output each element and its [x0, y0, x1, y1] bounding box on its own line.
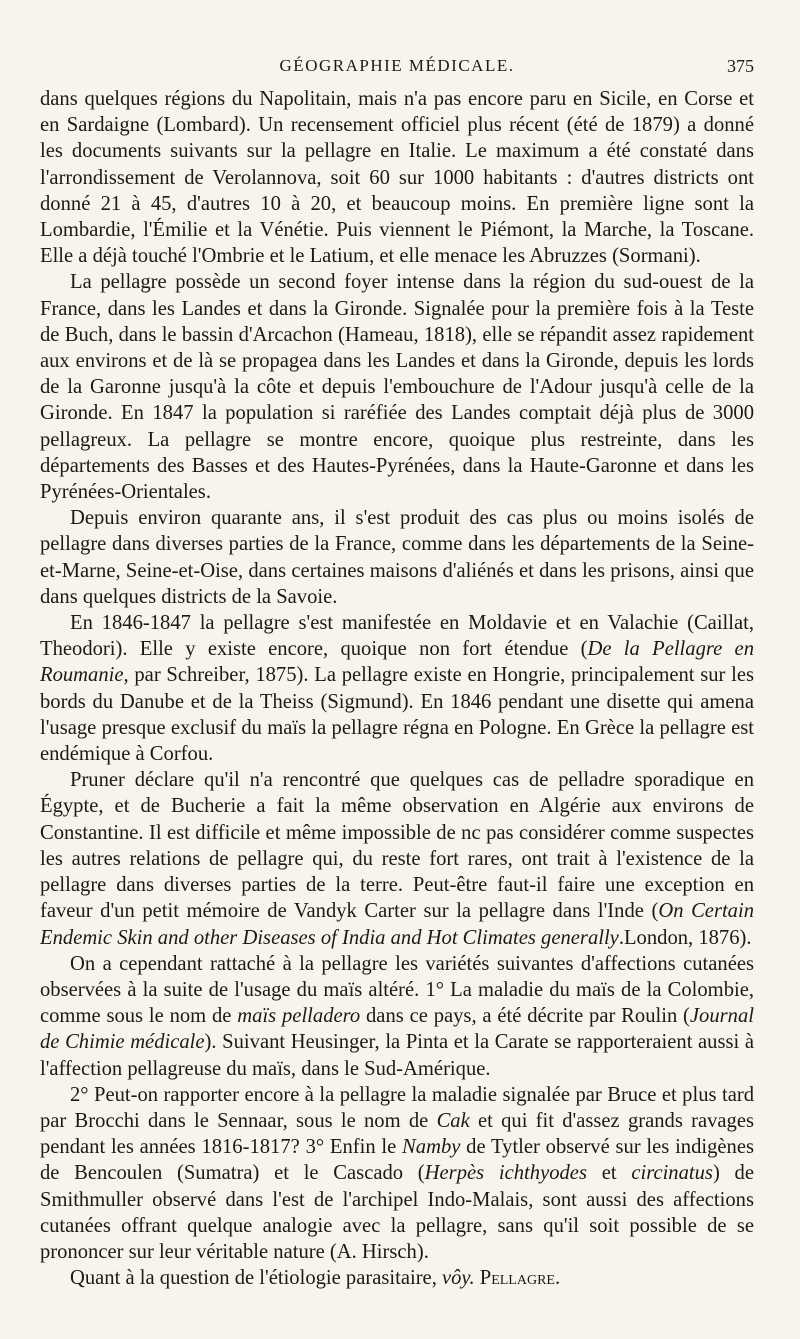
italic-term: maïs pelladero	[237, 1005, 361, 1028]
italic-term: circinatus	[631, 1162, 713, 1185]
paragraph-france-southwest: La pellagre possède un second foyer intense dans la région du sud-ouest de la France, dans les Landes et dans la Gironde. Signalée pour la première fois à la Teste de Buch, dans le bassin d'Arcachon (Hameau, 1818), elle se répandit assez rapidement aux environs et de là se propagea dans les Landes et dans la Gironde, depuis les lords de la Garonne jusqu'à la côte et depuis l'embouchure de l'Adour jusqu'à celle de la Gironde. En 1847 la population si raréfiée des Landes comptait déjà plus de 3000 pellagreux. La pellagre se montre encore, quoique plus restreinte, dans les départements des Basses et des Hautes-Pyrénées, dans la Haute-Garonne et dans les Pyrénées-Orientales.	[40, 271, 754, 504]
text-span: .London, 1876).	[618, 926, 752, 949]
italic-term: vôy.	[442, 1267, 475, 1290]
paragraph-eastern-europe	[40, 610, 754, 767]
paragraph-italy: dans quelques régions du Napolitain, mais n'a pas encore paru en Sicile, en Corse et en Sardaigne (Lombard). Un recensement officiel plus récent (été de 1879) a donné les documents suivants sur la pellagre en Italie. Le maximum a été constaté dans l'arrondissement de Verolannova, soit 60 sur 1000 habitants : d'autres districts ont donné 21 à 45, d'autres 10 à 20, et beaucoup moins. En première ligne sont la Lombardie, l'Émilie et la Vénétie. Puis viennent le Piémont, la Marche, la Toscane. Elle a déjà touché l'Ombrie et le Latium, et elle menace les Abruzzes (Sormani).	[40, 88, 754, 268]
text-span: On a cependant rattaché à la pellagre les variétés suivantes d'affections cutanées observées à la suite de l'usage du maïs altéré. 1° La maladie du maïs de la Colombie, comme sous le nom de	[40, 952, 754, 1028]
italic-title: On Certain Endemic Skin and other Diseases of India and Hot Climates generally	[40, 900, 755, 949]
cross-reference: Pellagre.	[474, 1267, 561, 1290]
italic-title: De la Pellagre en Roumanie,	[40, 638, 754, 687]
text-span: Pruner déclare qu'il n'a rencontré que quelques cas de pelladre sporadique en Égypte, et de Bucherie a fait la même observation en Algérie aux environs de Constantine. Il est difficile et même impossible de nc pas considérer comme suspectes les autres relations de pellagre qui, du reste fort rares, ont trait à l'existence de la pellagre dans diverses parties de la terre. Peut-être faut-il faire une exception en faveur d'un petit mémoire de Vandyk Carter sur la pellagre dans l'Inde (	[40, 769, 754, 923]
italic-term: Namby	[402, 1136, 461, 1159]
italic-title: Journal de Chimie médicale	[40, 1005, 754, 1054]
text-span: de Tytler observé sur les indigènes de Bencoulen (Sumatra) et le Cascado (	[40, 1136, 754, 1185]
italic-term: Herpès ichthyodes	[424, 1162, 587, 1185]
text-span: ). Suivant Heusinger, la Pinta et la Carate se rapporteraient aussi à l'affection pellagreuse du maïs, dans le Sud-Amérique.	[40, 1031, 755, 1080]
paragraph-france-isolated: Depuis environ quarante ans, il s'est produit des cas plus ou moins isolés de pellagre dans diverses parties de la France, comme dans les départements de la Seine-et-Marne, Seine-et-Oise, dans certaines maisons d'aliénés et dans les prisons, ainsi que dans quelques districts de la Savoie.	[40, 507, 754, 608]
text-span: En 1846-1847 la pellagre s'est manifestée en Moldavie et en Valachie (Caillat, Theodori). Elle y existe encore, quoique non fort étendue (	[40, 612, 754, 661]
text-span: dans ce pays, a été décrite par Roulin (	[360, 1005, 690, 1028]
paragraph-varieties	[40, 951, 754, 1082]
running-header	[40, 52, 754, 86]
text-span: et	[586, 1162, 632, 1185]
text-span: et qui fit d'assez grands ravages pendant les années 1816-1817? 3° Enfin le	[40, 1109, 754, 1159]
paragraph-etiology	[40, 1265, 754, 1291]
text-span: par Schreiber, 1875). La pellagre existe en Hongrie, principalement sur les bords du Danube et de la Theiss (Sigmund). En 1846 pendant une disette qui amena l'usage presque exclusif du maïs la pellagre régna en Pologne. En Grèce la pellagre est endémique à Corfou.	[40, 664, 754, 766]
text-span: Quant à la question de l'étiologie parasitaire,	[70, 1267, 442, 1290]
text-span: ) de Smithmuller observé dans l'est de l'archipel Indo-Malais, sont aussi des affections cutanées offrant quelque analogie avec la pellagre, sans qu'il soit possible de se prononcer sur leur véritable nature (A. Hirsch).	[40, 1162, 754, 1263]
text-span: 2° Peut-on rapporter encore à la pellagre la maladie signalée par Bruce et plus tard par Brocchi dans le Sennaar, sous le nom de	[40, 1083, 754, 1132]
italic-term: Cak	[436, 1109, 470, 1132]
page-number: 375	[727, 56, 754, 76]
running-title: GÉOGRAPHIE MÉDICALE.	[279, 56, 515, 75]
paragraph-sennaar	[40, 1082, 754, 1265]
paragraph-africa-india	[40, 767, 754, 950]
